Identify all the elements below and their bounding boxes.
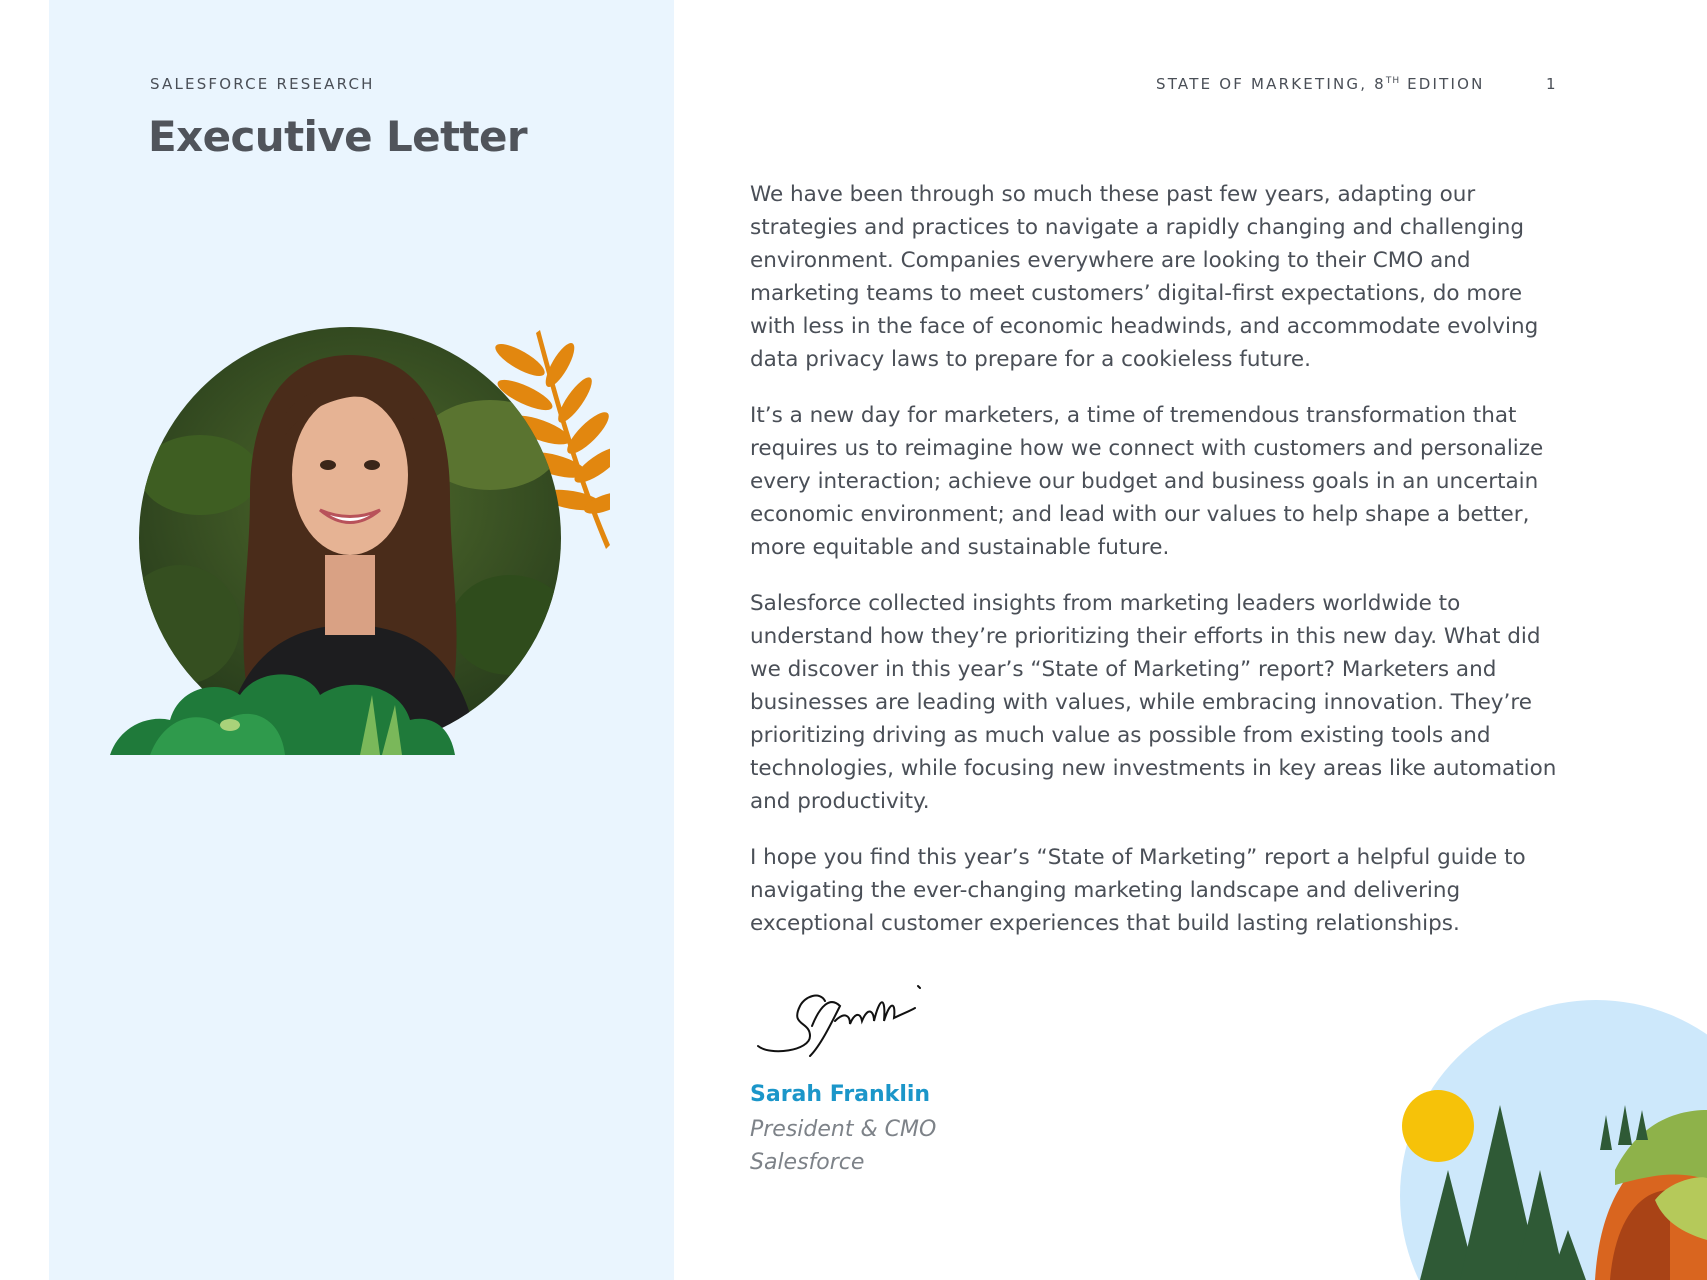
edition-label (1156, 75, 1485, 93)
portrait-image (110, 325, 610, 765)
signature-image (750, 966, 950, 1066)
page-number: 1 (1546, 75, 1556, 93)
signer-role: President & CMO (750, 1117, 937, 1142)
letter-body (750, 178, 1570, 963)
signer-company: Salesforce (750, 1150, 865, 1175)
edition-superscript: TH (1385, 76, 1401, 86)
signer-name: Sarah Franklin (750, 1082, 931, 1107)
letter-paragraph: We have been through so much these past few years, adapting our strategies and practices to navigate a rapidly changing and challenging environment. Companies everywhere are looking to their CMO and marketing teams to meet customers’ digital-first expectations, do more with less in the face of economic headwinds, and accommodate evolving data privacy laws to prepare for a cookieless future. (750, 182, 1539, 372)
letter-paragraph: I hope you find this year’s “State of Marketing” report a helpful guide to navigating the ever-changing marketing landscape and delivering exceptional customer experiences that build lasting relationships. (750, 845, 1526, 936)
edition-suffix: EDITION (1400, 75, 1485, 93)
letter-paragraph: Salesforce collected insights from marketing leaders worldwide to understand how they’re prioritizing their efforts in this new day. What did we discover in this year’s “State of Marketing” report? Marketers and businesses are leading with values, while embracing innovation. They’re prioritizing driving as much value as possible from existing tools and technologies, while focusing new investments in key areas like automation and productivity. (750, 591, 1557, 814)
edition-prefix: STATE OF MARKETING, 8 (1156, 75, 1386, 93)
landscape-illustration (1400, 1000, 1707, 1280)
sun-icon (1402, 1090, 1474, 1162)
page-title: Executive Letter (148, 112, 528, 161)
brand-label: SALESFORCE RESEARCH (150, 75, 375, 93)
letter-paragraph: It’s a new day for marketers, a time of tremendous transformation that requires us to reimagine how we connect with customers and personalize every interaction; achieve our budget and business goals in an uncertain economic environment; and lead with our values to help shape a better, more equitable and sustainable future. (750, 403, 1544, 560)
